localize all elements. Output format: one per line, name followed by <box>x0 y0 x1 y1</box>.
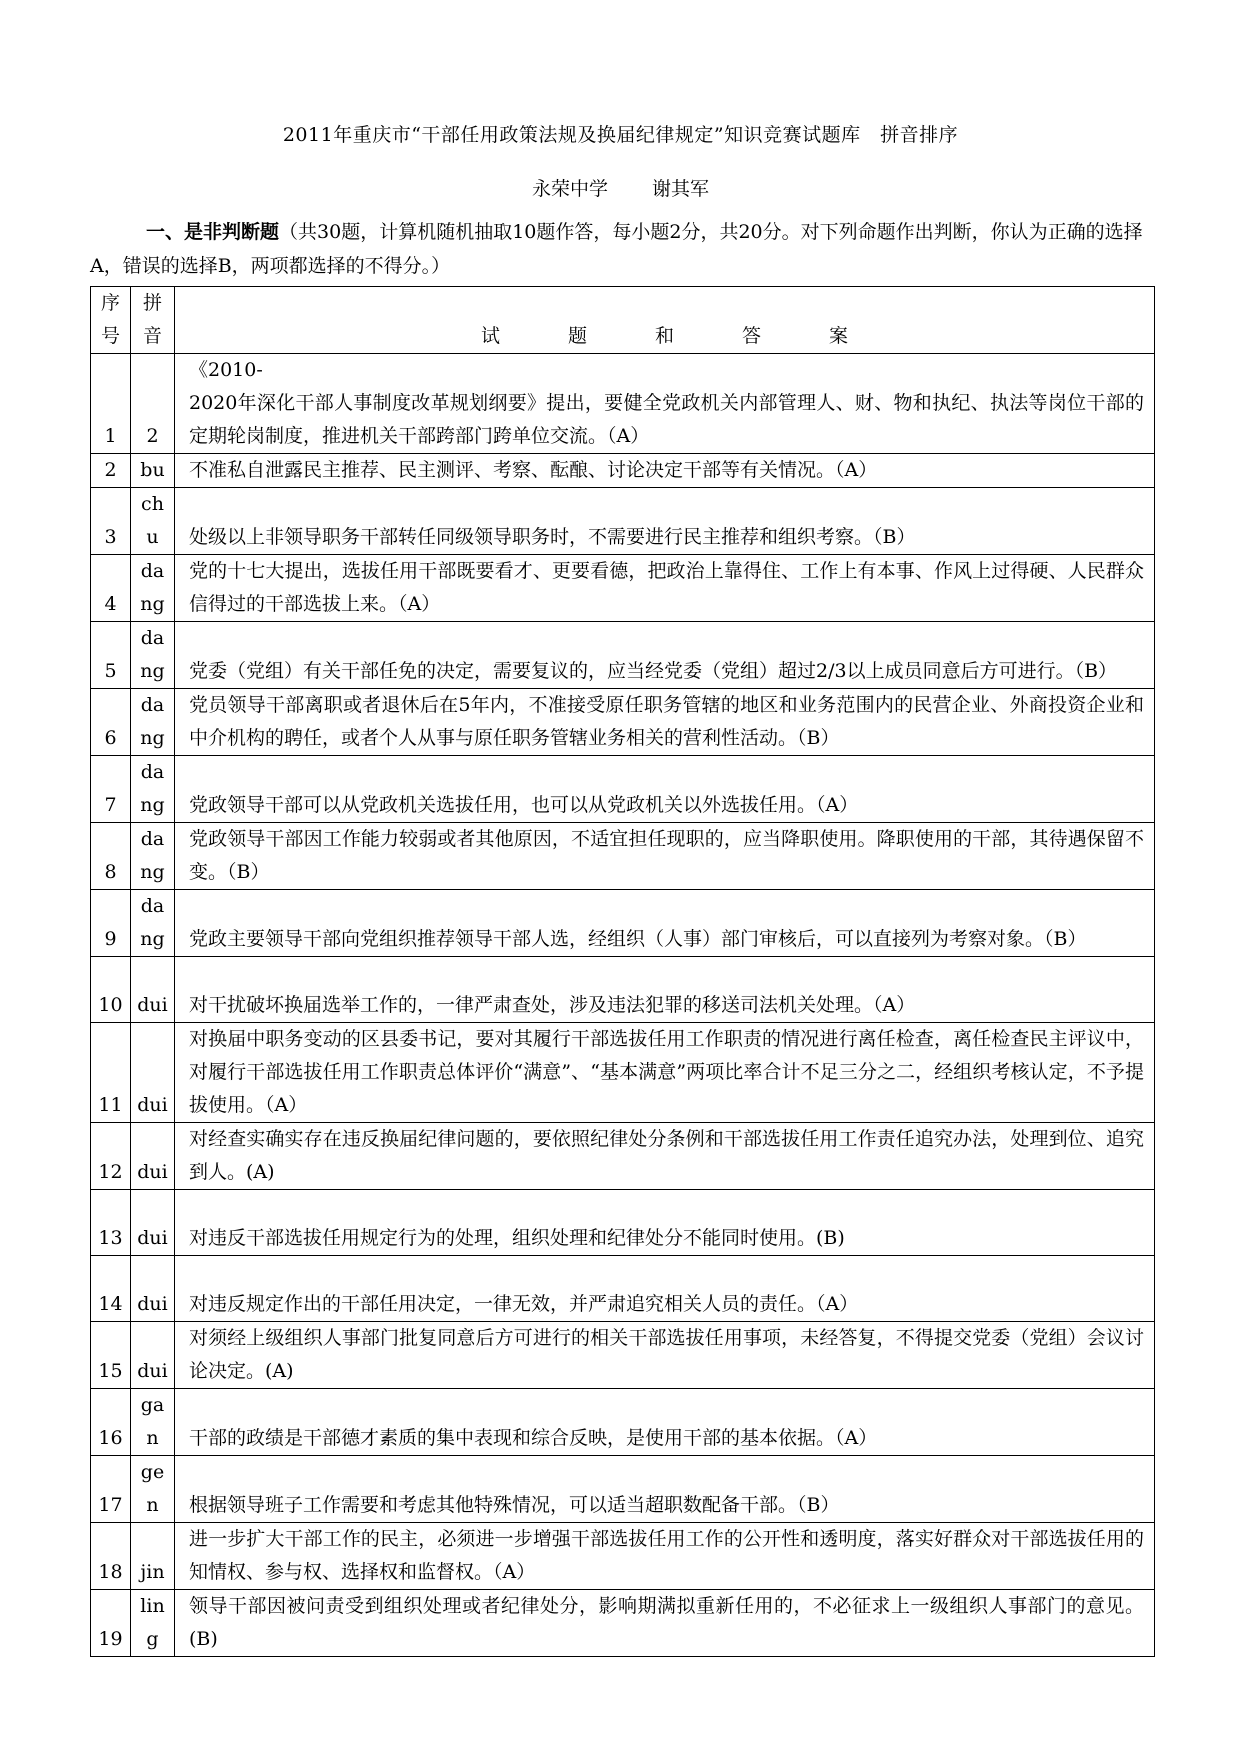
row-number: 15 <box>91 1322 131 1389</box>
row-number: 4 <box>91 555 131 622</box>
row-question-text: 党员领导干部离职或者退休后在5年内，不准接受原任职务管辖的地区和业务范围内的民营企业、外商投资企业和中介机构的聘任，或者个人从事与原任职务管辖业务相关的营利性活动。（B） <box>175 689 1155 756</box>
section-instructions: （共30题，计算机随机抽取10题作答，每小题2分，共20分。对下列命题作出判断，你认为正确的选择A，错误的选择B，两项都选择的不得分。） <box>90 221 1143 277</box>
row-pinyin: 2 <box>131 354 175 454</box>
row-question-text: 对换届中职务变动的区县委书记，要对其履行干部选拔任用工作职责的情况进行离任检查，离任检查民主评议中，对履行干部选拔任用工作职责总体评价“满意”、“基本满意”两项比率合计不足三分之二，经组织考核认定，不予提拔使用。（A） <box>175 1023 1155 1123</box>
row-number: 10 <box>91 957 131 1023</box>
table-row <box>91 689 1155 756</box>
table-row <box>91 454 1155 488</box>
row-pinyin: dang <box>131 823 175 890</box>
row-question-text: 党委（党组）有关干部任免的决定，需要复议的，应当经党委（党组）超过2/3以上成员同意后方可进行。（B） <box>175 622 1155 689</box>
table-row <box>91 555 1155 622</box>
table-header-row <box>91 287 1155 354</box>
header-word: 题 <box>567 325 587 347</box>
row-pinyin: dang <box>131 890 175 957</box>
row-pinyin: ling <box>131 1590 175 1657</box>
row-pinyin: dui <box>131 1256 175 1322</box>
table-row <box>91 1389 1155 1456</box>
table-row <box>91 890 1155 957</box>
table-row <box>91 823 1155 890</box>
row-question-text: 党政主要领导干部向党组织推荐领导干部人选，经组织（人事）部门审核后，可以直接列为考察对象。（B） <box>175 890 1155 957</box>
author-name: 谢其军 <box>652 178 710 200</box>
row-number: 18 <box>91 1523 131 1590</box>
question-table-body <box>91 287 1155 1657</box>
table-row <box>91 354 1155 454</box>
row-pinyin: dang <box>131 689 175 756</box>
row-pinyin: dui <box>131 1123 175 1190</box>
row-question-text: 根据领导班子工作需要和考虑其他特殊情况，可以适当超职数配备干部。（B） <box>175 1456 1155 1523</box>
row-pinyin: jin <box>131 1523 175 1590</box>
row-question-text: 对干扰破坏换届选举工作的，一律严肃查处，涉及违法犯罪的移送司法机关处理。（A） <box>175 957 1155 1023</box>
table-row <box>91 1190 1155 1256</box>
row-number: 14 <box>91 1256 131 1322</box>
row-question-text: 对须经上级组织人事部门批复同意后方可进行的相关干部选拔任用事项，未经答复，不得提交党委（党组）会议讨论决定。(A) <box>175 1322 1155 1389</box>
row-pinyin: dui <box>131 1322 175 1389</box>
row-number: 13 <box>91 1190 131 1256</box>
table-row <box>91 1023 1155 1123</box>
table-row <box>91 1590 1155 1657</box>
row-pinyin: chu <box>131 488 175 555</box>
row-question-text: 进一步扩大干部工作的民主，必须进一步增强干部选拔任用工作的公开性和透明度，落实好群众对干部选拔任用的知情权、参与权、选择权和监督权。（A） <box>175 1523 1155 1590</box>
header-word: 和 <box>654 325 674 347</box>
row-pinyin: dang <box>131 622 175 689</box>
row-question-text: 党政领导干部可以从党政机关选拔任用，也可以从党政机关以外选拔任用。（A） <box>175 756 1155 823</box>
row-pinyin: dang <box>131 756 175 823</box>
row-question-text: 领导干部因被问责受到组织处理或者纪律处分，影响期满拟重新任用的，不必征求上一级组织人事部门的意见。(B) <box>175 1590 1155 1657</box>
table-row <box>91 756 1155 823</box>
row-question-text: 党政领导干部因工作能力较弱或者其他原因，不适宜担任现职的，应当降职使用。降职使用的干部，其待遇保留不变。（B） <box>175 823 1155 890</box>
header-word: 案 <box>829 325 849 347</box>
section-heading: 一、是非判断题 <box>146 221 280 243</box>
table-row <box>91 1523 1155 1590</box>
row-number: 11 <box>91 1023 131 1123</box>
row-number: 1 <box>91 354 131 454</box>
header-num: 序号 <box>91 287 131 354</box>
row-number: 7 <box>91 756 131 823</box>
school-name: 永荣中学 <box>531 178 608 200</box>
row-pinyin: dang <box>131 555 175 622</box>
row-question-text: 对违反规定作出的干部任用决定，一律无效，并严肃追究相关人员的责任。（A） <box>175 1256 1155 1322</box>
document-title: 2011年重庆市“干部任用政策法规及换届纪律规定”知识竞赛试题库 拼音排序 <box>282 124 959 146</box>
row-question-text: 党的十七大提出，选拔任用干部既要看才、更要看德，把政治上靠得住、工作上有本事、作风上过得硬、人民群众信得过的干部选拔上来。（A） <box>175 555 1155 622</box>
row-number: 9 <box>91 890 131 957</box>
header-word: 答 <box>742 325 762 347</box>
row-question-text: 《2010- 2020年深化干部人事制度改革规划纲要》提出，要健全党政机关内部管理人、财、物和执纪、执法等岗位干部的定期轮岗制度，推进机关干部跨部门跨单位交流。（A） <box>175 354 1155 454</box>
header-word: 试 <box>480 325 500 347</box>
row-pinyin: dui <box>131 1190 175 1256</box>
section-intro <box>90 215 1150 283</box>
row-question-text: 对经查实确实存在违反换届纪律问题的，要依照纪律处分条例和干部选拔任用工作责任追究办法，处理到位、追究到人。(A) <box>175 1123 1155 1190</box>
table-row <box>91 957 1155 1023</box>
row-number: 12 <box>91 1123 131 1190</box>
header-pinyin: 拼音 <box>131 287 175 354</box>
table-row <box>91 1256 1155 1322</box>
row-question-text: 处级以上非领导职务干部转任同级领导职务时，不需要进行民主推荐和组织考察。（B） <box>175 488 1155 555</box>
row-number: 17 <box>91 1456 131 1523</box>
row-question-text: 干部的政绩是干部德才素质的集中表现和综合反映，是使用干部的基本依据。（A） <box>175 1389 1155 1456</box>
question-table <box>90 286 1155 1657</box>
table-row <box>91 1456 1155 1523</box>
row-number: 5 <box>91 622 131 689</box>
row-pinyin: dui <box>131 957 175 1023</box>
row-pinyin: dui <box>131 1023 175 1123</box>
row-number: 2 <box>91 454 131 488</box>
row-pinyin: gen <box>131 1456 175 1523</box>
row-number: 3 <box>91 488 131 555</box>
table-row <box>91 488 1155 555</box>
author-line <box>0 174 1241 201</box>
row-question-text: 对违反干部选拔任用规定行为的处理，组织处理和纪律处分不能同时使用。(B) <box>175 1190 1155 1256</box>
row-question-text: 不准私自泄露民主推荐、民主测评、考察、酝酿、讨论决定干部等有关情况。（A） <box>175 454 1155 488</box>
row-number: 19 <box>91 1590 131 1657</box>
row-number: 8 <box>91 823 131 890</box>
table-row <box>91 1322 1155 1389</box>
row-number: 16 <box>91 1389 131 1456</box>
row-pinyin: gan <box>131 1389 175 1456</box>
table-row <box>91 622 1155 689</box>
row-number: 6 <box>91 689 131 756</box>
row-pinyin: bu <box>131 454 175 488</box>
table-row <box>91 1123 1155 1190</box>
header-content <box>175 287 1155 354</box>
